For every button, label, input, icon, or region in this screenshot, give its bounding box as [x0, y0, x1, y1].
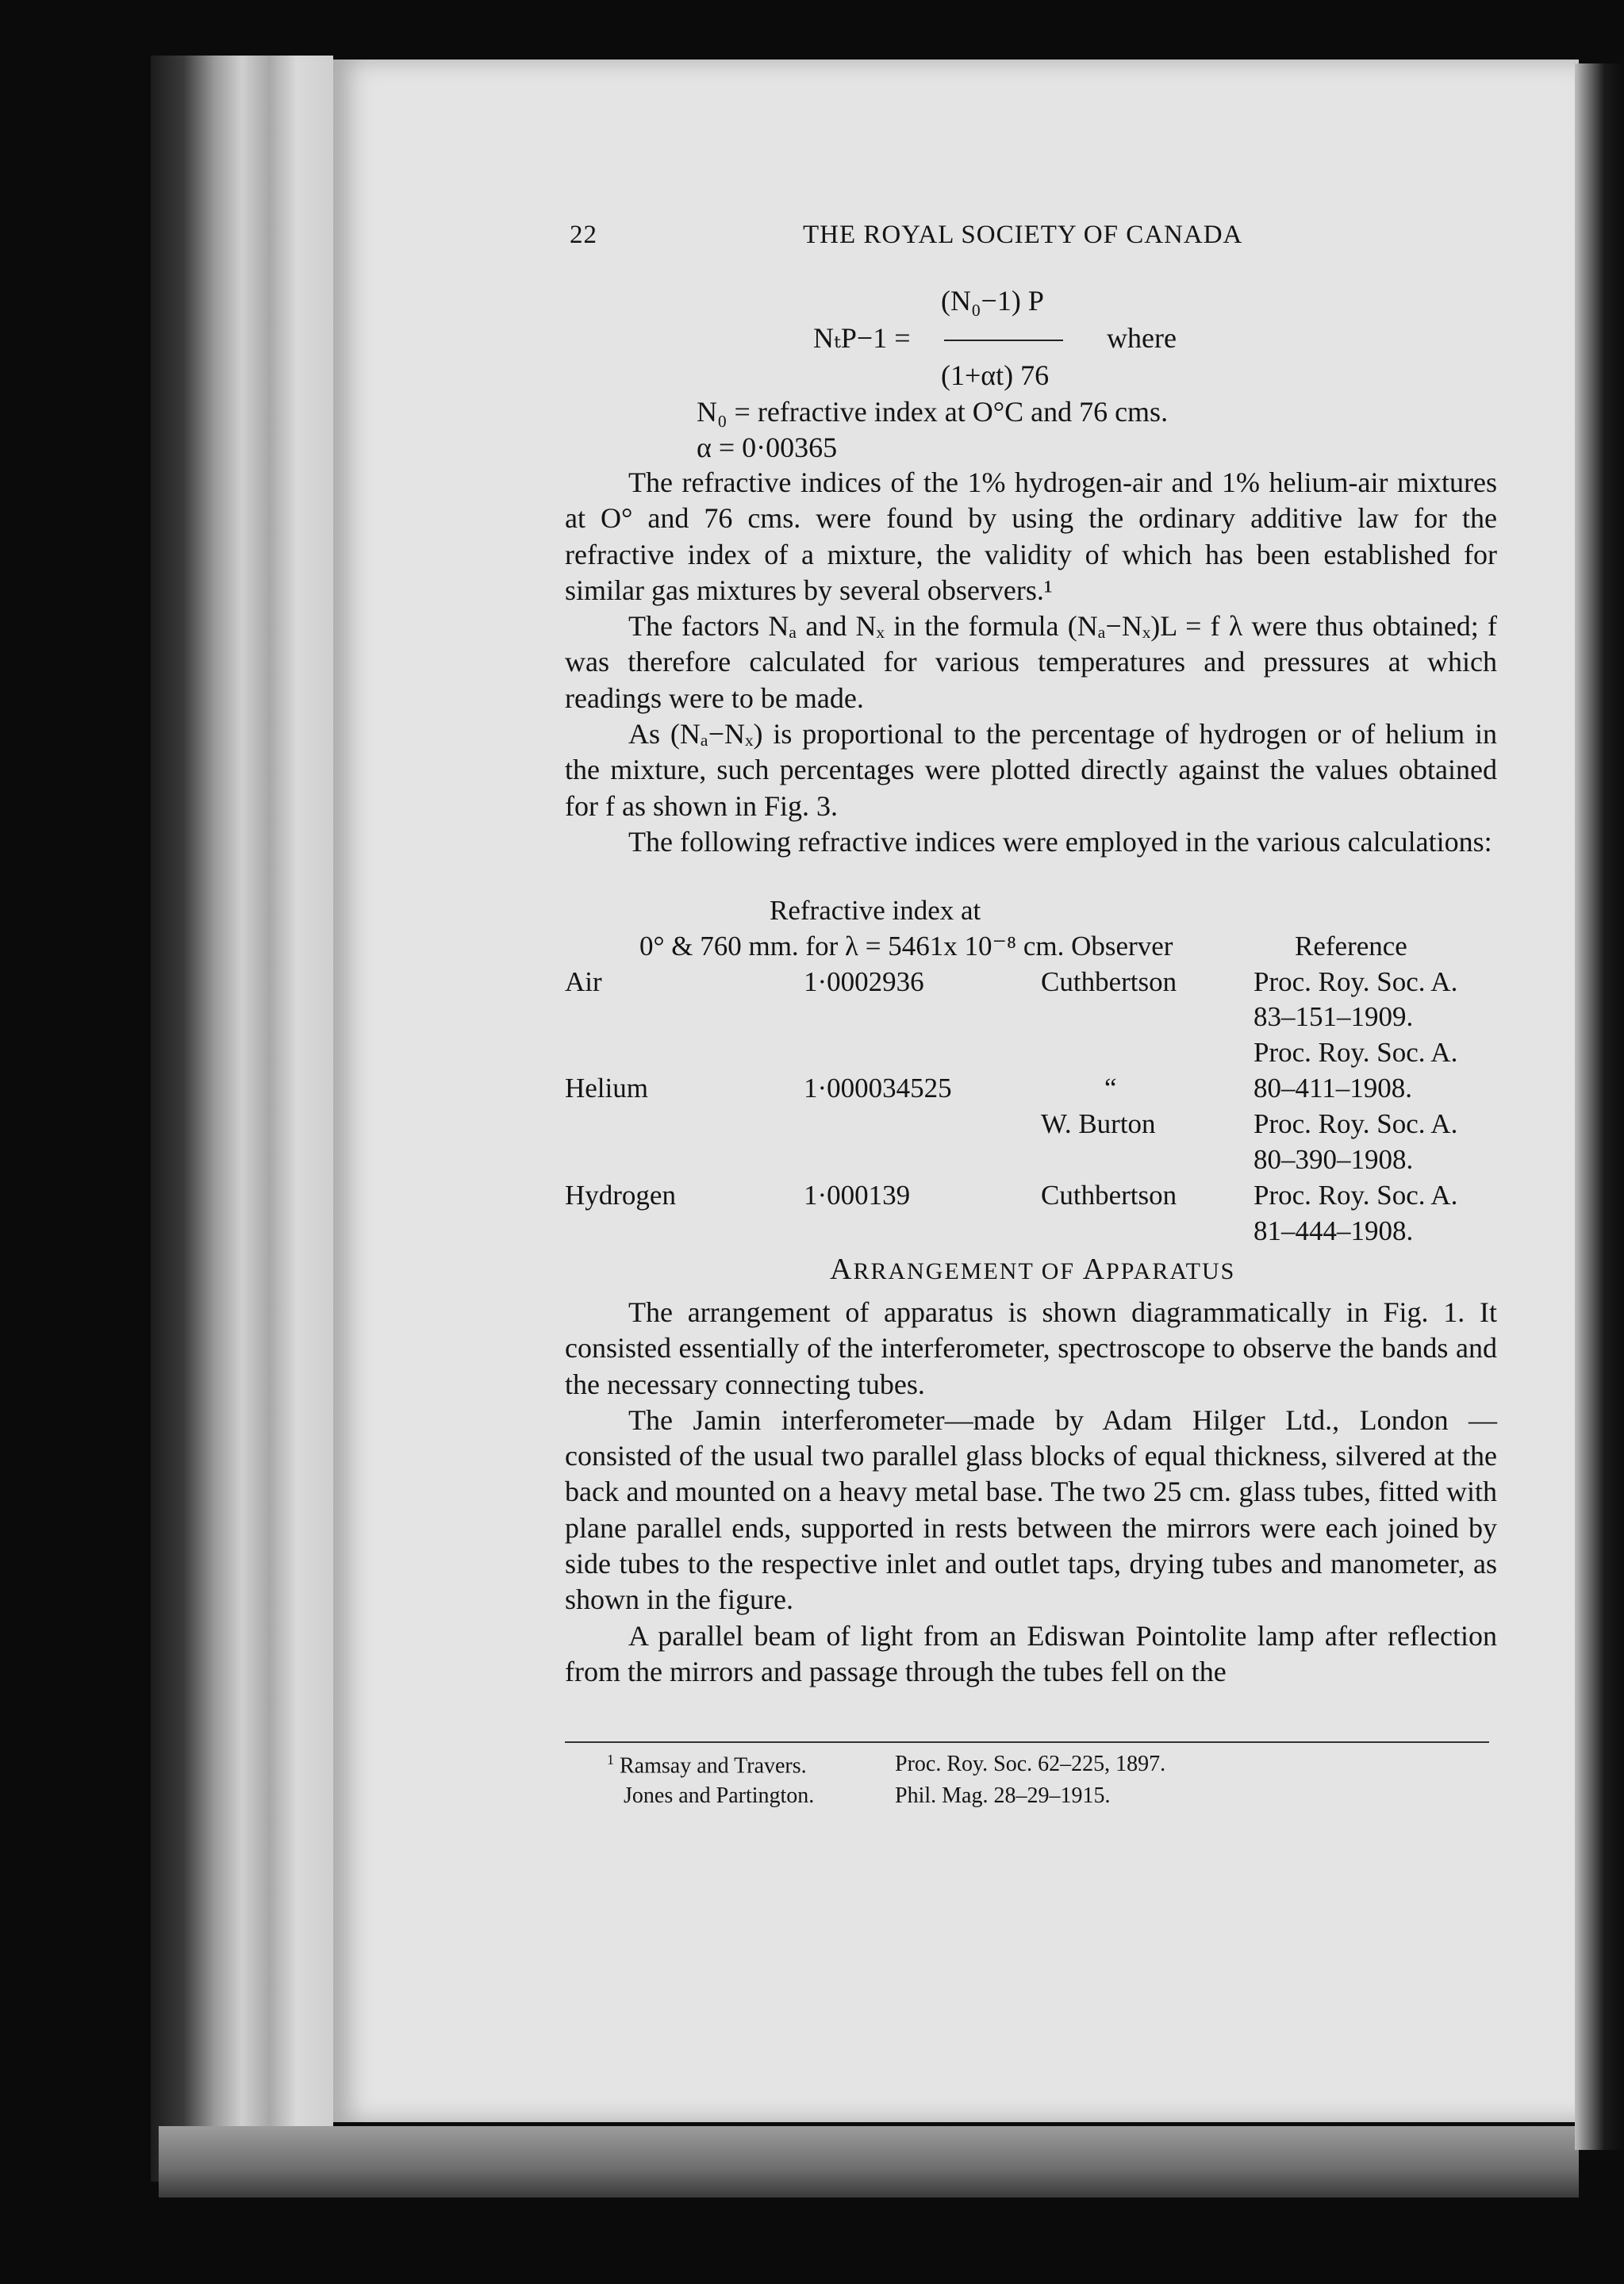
footnote-authors: Ramsay and Travers.	[620, 1753, 807, 1779]
paragraph: A parallel beam of light from an Ediswan Pointolite lamp after reflection from the mirrors and passage through the tubes fell on the	[565, 1619, 1497, 1687]
table-cell-reference: 81–444–1908.	[1254, 1215, 1414, 1246]
table-cell-reference: Proc. Roy. Soc. A.	[1254, 1108, 1458, 1139]
paragraph: The refractive indices of the 1% hydrogen-air and 1% helium-air mixtures at O° and 76 cms. were found by using the ordinary additive law for the refractive index of a mixture, the validity of which has been established for similar gas mixtures by several observers.¹	[565, 466, 1497, 606]
formula-denominator: (1+αt) 76	[941, 359, 1050, 391]
table-cell-reference: Proc. Roy. Soc. A.	[1254, 966, 1458, 997]
footnote-1: $^1$ Ramsay and Travers.	[607, 1752, 807, 1779]
formula-numerator: (N₀−1) P	[941, 285, 1044, 317]
table-cell-observer: Cuthbertson	[1041, 966, 1177, 997]
definition-n0: N₀ = refractive index at O°C and 76 cms.	[697, 396, 1169, 428]
paragraph: The factors Nₐ and Nₓ in the formula (Nₐ−Nₓ)L = f λ were thus obtained; f was therefore calculated for various temperatures and pressures at which readings were to be made.	[565, 610, 1497, 714]
section-heading: ARRANGEMENT OF APPARATUS	[830, 1253, 1236, 1286]
table-cell-gas: Helium	[565, 1073, 648, 1104]
body-text-lower	[565, 1295, 1497, 1690]
page-bottom-edge	[159, 2126, 1579, 2198]
table-cell-reference: Proc. Roy. Soc. A.	[1254, 1037, 1458, 1068]
footnote-reference: Proc. Roy. Soc. 62–225, 1897.	[895, 1752, 1166, 1776]
table-header-reference: Reference	[1295, 931, 1407, 962]
table-header: 0° & 760 mm. for λ = 5461x 10⁻⁸ cm. Observer	[639, 931, 1173, 962]
table-header: Refractive index at	[770, 895, 981, 926]
body-text-upper	[565, 465, 1497, 860]
table-cell-reference: 80–411–1908.	[1254, 1073, 1412, 1104]
table-cell-observer: W. Burton	[1041, 1108, 1156, 1139]
book-left-edge	[151, 56, 333, 2182]
formula-where: where	[1107, 322, 1177, 354]
table-cell-observer: Cuthbertson	[1041, 1180, 1177, 1211]
table-cell-index: 1·000034525	[804, 1073, 952, 1104]
definition-alpha: α = 0·00365	[697, 432, 838, 463]
formula-lhs: NₜP−1 =	[813, 322, 911, 354]
table-cell-reference: 83–151–1909.	[1254, 1001, 1414, 1032]
page-number: 22	[570, 221, 597, 249]
footnote-authors: Jones and Partington.	[624, 1783, 815, 1808]
book-right-edge	[1575, 63, 1624, 2150]
table-cell-gas: Air	[565, 966, 602, 997]
paragraph: The arrangement of apparatus is shown diagrammatically in Fig. 1. It consisted essentially of the interferometer, spectroscope to observe the bands and the necessary connecting tubes.	[565, 1296, 1497, 1400]
paragraph: The Jamin interferometer—made by Adam Hilger Ltd., London —consisted of the usual two parallel glass blocks of equal thickness, silvered at the back and mounted on a heavy metal base. The two 25 cm. glass tubes, fitted with plane parallel ends, supported in rests between the mirrors were each joined by side tubes to the respective inlet and outlet taps, drying tubes and manometer, as shown in the figure.	[565, 1403, 1497, 1616]
table-cell-gas: Hydrogen	[565, 1180, 676, 1211]
footnote-rule	[565, 1741, 1489, 1743]
table-cell-reference: 80–390–1908.	[1254, 1144, 1414, 1175]
table-cell-index: 1·000139	[804, 1180, 911, 1211]
table-cell-observer: “	[1104, 1073, 1117, 1104]
fraction-bar	[944, 340, 1063, 341]
table-cell-reference: Proc. Roy. Soc. A.	[1254, 1180, 1458, 1211]
paragraph: The following refractive indices were employed in the various calculations:	[628, 825, 1492, 858]
running-title: THE ROYAL SOCIETY OF CANADA	[803, 221, 1243, 249]
footnote-reference: Phil. Mag. 28–29–1915.	[895, 1783, 1111, 1808]
table-cell-index: 1·0002936	[804, 966, 924, 997]
paragraph: As (Nₐ−Nₓ) is proportional to the percentage of hydrogen or of helium in the mixture, such percentages were plotted directly against the values obtained for f as shown in Fig. 3.	[565, 718, 1497, 822]
